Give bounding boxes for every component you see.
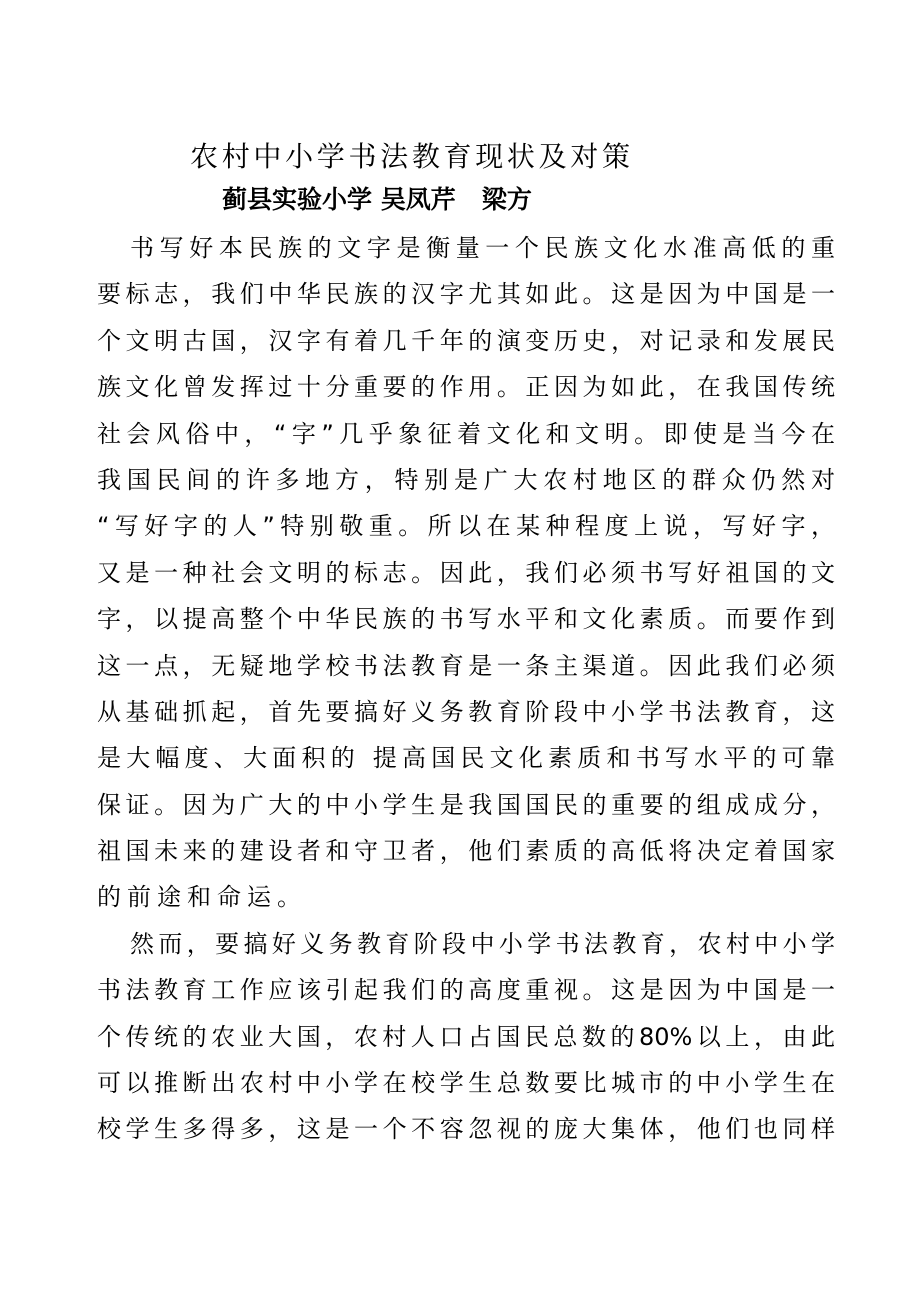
paragraph-line: 的前途和命运。 [97,883,307,912]
paragraph-line: 又是一种社会文明的标志。因此，我们必须书写好祖国的文 [97,558,835,587]
paragraph-line: 要标志，我们中华民族的汉字尤其如此。这是因为中国是一 [97,280,835,309]
paragraph-line: 然而，要搞好义务教育阶段中小学书法教育，农村中小学 [130,929,835,958]
document-title: 农村中小学书法教育现状及对策 [190,140,630,173]
author-line: 蓟县实验小学 吴凤芹 梁方 [222,185,532,214]
paragraph-line: 书法教育工作应该引起我们的高度重视。这是因为中国是一 [97,976,835,1005]
paragraph-line: 可以推断出农村中小学在校学生总数要比城市的中小学生在 [97,1069,835,1098]
paragraph-line: “写好字的人”特别敬重。所以在某种程度上说，写好字， [97,512,835,541]
paragraph-line: 个传统的农业大国，农村人口占国民总数的80%以上，由此 [97,1022,835,1051]
document-body [97,225,835,1153]
paragraph-line: 字，以提高整个中华民族的书写水平和文化素质。而要作到 [97,605,835,634]
paragraph-line: 保证。因为广大的中小学生是我国国民的重要的组成成分， [97,790,835,819]
paragraph-line: 祖国未来的建设者和守卫者，他们素质的高低将决定着国家 [97,837,835,866]
paragraph-line: 校学生多得多，这是一个不容忽视的庞大集体，他们也同样 [97,1115,835,1144]
paragraph-line: 书写好本民族的文字是衡量一个民族文化水准高低的重 [130,234,835,262]
paragraph-line: 社会风俗中，“字”几乎象征着文化和文明。即使是当今在 [97,419,835,448]
paragraph-line: 这一点，无疑地学校书法教育是一条主渠道。因此我们必须 [97,651,835,680]
paragraph-line: 个文明古国，汉字有着几千年的演变历史，对记录和发展民 [97,326,835,355]
paragraph-line: 族文化曾发挥过十分重要的作用。正因为如此，在我国传统 [97,373,835,402]
paragraph-line: 是大幅度、大面积的 提高国民文化素质和书写水平的可靠 [97,744,835,773]
paragraph-line: 我国民间的许多地方，特别是广大农村地区的群众仍然对 [97,465,835,494]
paragraph-line: 从基础抓起，首先要搞好义务教育阶段中小学书法教育，这 [97,697,835,726]
